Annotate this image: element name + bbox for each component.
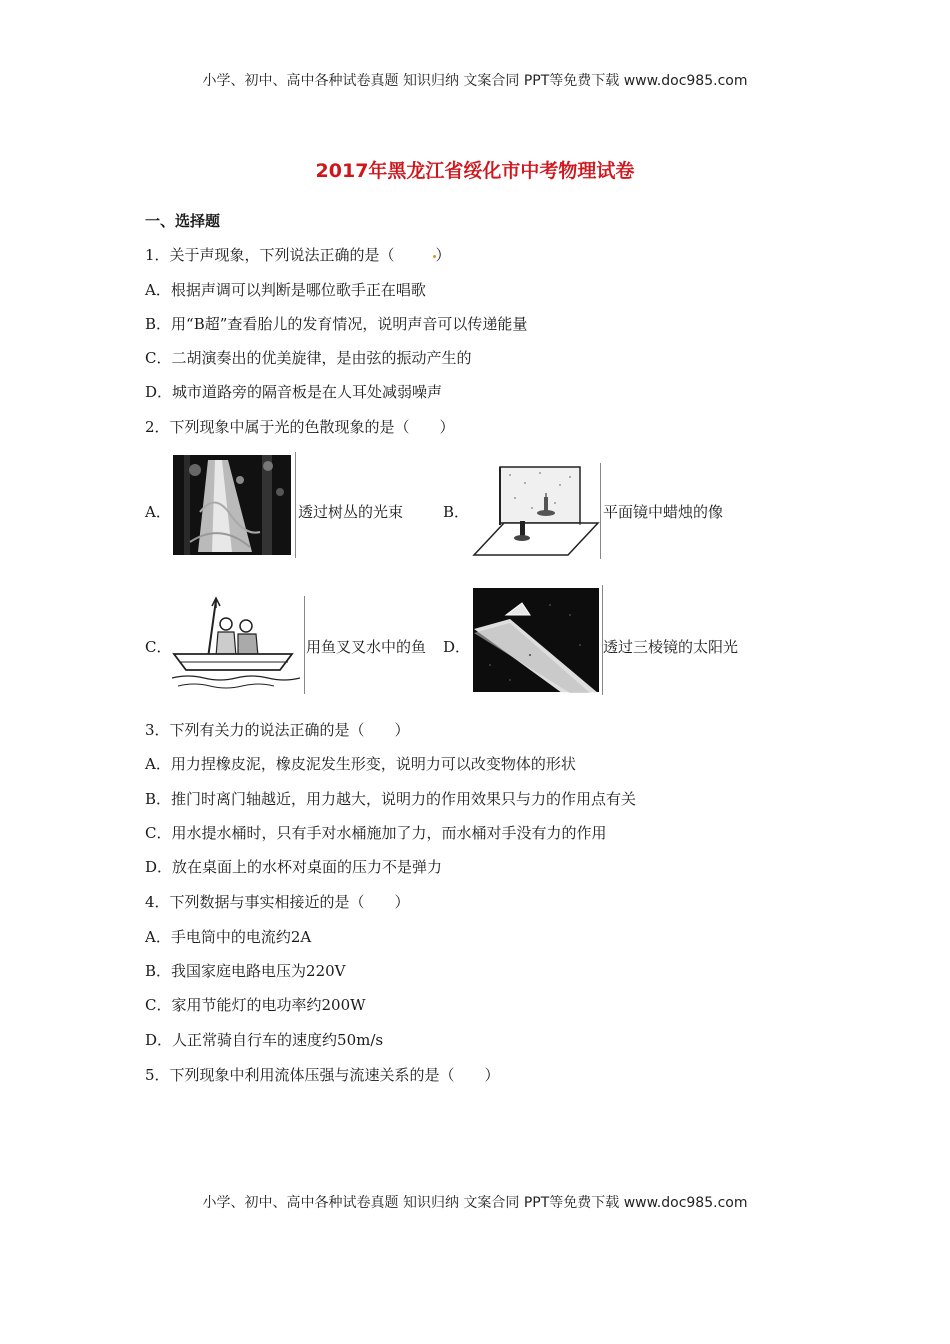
question-3-option-c: C．用水提水桶时，只有手对水桶施加了力，而水桶对手没有力的作用 [145,824,607,842]
question-2-option-a-letter: A． [145,503,171,521]
question-4-stem: 4．下列数据与事实相接近的是（ ） [145,893,410,911]
question-2-option-c-letter: C． [145,638,172,656]
question-1-stem [145,244,451,265]
question-1-option-d: D．城市道路旁的隔音板是在人耳处减弱噪声 [145,383,443,401]
question-1-option-a: A．根据声调可以判断是哪位歌手正在唱歌 [145,281,426,299]
question-2-option-d-letter: D． [443,638,471,656]
exam-title: 2017年黑龙江省绥化市中考物理试卷 [315,160,635,182]
question-4-option-d: D．人正常骑自行车的速度约50m/s [145,1031,384,1049]
prism-sunlight-image [470,585,603,695]
question-1-option-b: B．用“B超”查看胎儿的发育情况，说明声音可以传递能量 [145,315,528,333]
question-5-stem: 5．下列现象中利用流体压强与流速关系的是（ ） [145,1066,500,1084]
question-3-option-a: A．用力捏橡皮泥，橡皮泥发生形变，说明力可以改变物体的形状 [145,755,576,773]
question-1-stem-text: 1．关于声现象，下列说法正确的是（ [145,246,395,264]
section-heading: 一、选择题 [145,212,221,230]
question-1-stem-close: ） [435,246,451,264]
question-3-option-d: D．放在桌面上的水杯对桌面的压力不是弹力 [145,858,443,876]
light-through-trees-image [170,452,296,558]
fishing-spear-image [168,596,305,694]
page-header: 小学、初中、高中各种试卷真题 知识归纳 文案合同 PPT等免费下载 www.doc985.com [202,73,748,89]
page-footer: 小学、初中、高中各种试卷真题 知识归纳 文案合同 PPT等免费下载 www.doc985.com [202,1195,748,1211]
question-2-option-c-text: 用鱼叉叉水中的鱼 [306,638,427,656]
question-3-option-b: B．推门时离门轴越近，用力越大，说明力的作用效果只与力的作用点有关 [145,790,637,808]
question-3-stem: 3．下列有关力的说法正确的是（ ） [145,721,410,739]
mirror-candle-image [470,463,601,559]
question-4-option-b: B．我国家庭电路电压为220V [145,962,346,980]
question-2-option-a-text: 透过树丛的光束 [298,503,404,521]
question-2-option-b-letter: B． [443,503,470,521]
question-2-option-d-text: 透过三棱镜的太阳光 [603,638,739,656]
question-4-option-c: C．家用节能灯的电功率约200W [145,996,366,1014]
question-1-option-c: C．二胡演奏出的优美旋律，是由弦的振动产生的 [145,349,472,367]
question-2-stem: 2．下列现象中属于光的色散现象的是（ ） [145,418,455,436]
question-2-option-b-text: 平面镜中蜡烛的像 [603,503,724,521]
question-4-option-a: A．手电筒中的电流约2A [145,928,312,946]
